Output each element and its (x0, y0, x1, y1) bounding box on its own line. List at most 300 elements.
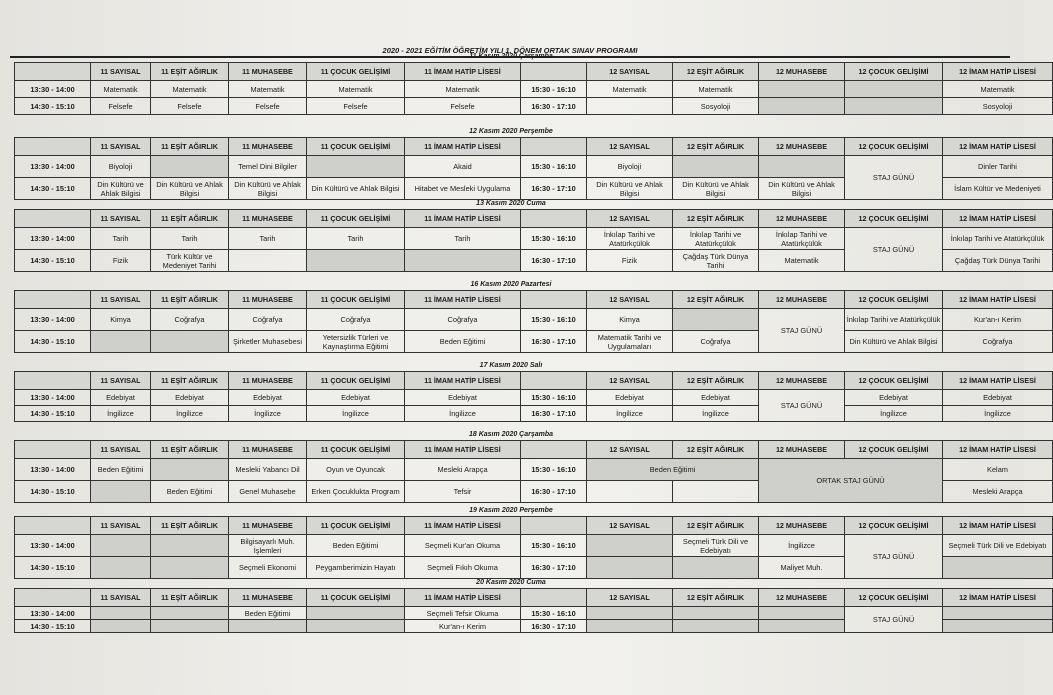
column-header: 12 İMAM HATİP LİSESİ (943, 372, 1053, 390)
exam-cell: Tefsir (405, 481, 521, 503)
exam-cell: Felsefe (307, 98, 405, 115)
day-schedule-table (14, 290, 1053, 353)
second-time-slot-cell: 16:30 - 17:10 (521, 620, 587, 633)
exam-cell: İnkılap Tarihi ve Atatürkçülük (673, 228, 759, 250)
day-schedule-table (14, 588, 1053, 633)
exam-cell: Coğrafya (151, 309, 229, 331)
time-slot-cell: 14:30 - 15:10 (15, 178, 91, 200)
day-date-caption: 20 Kasım 2020 Cuma (476, 579, 546, 586)
corner-cell (15, 138, 91, 156)
column-header: 11 MUHASEBE (229, 210, 307, 228)
exam-cell: Şirketler Muhasebesi (229, 331, 307, 353)
exam-cell: Edebiyat (673, 390, 759, 406)
exam-cell: Edebiyat (405, 390, 521, 406)
exam-cell: İngilizce (229, 406, 307, 422)
table-row (15, 406, 1053, 422)
corner-cell (15, 441, 91, 459)
column-header: 11 SAYISAL (91, 138, 151, 156)
second-time-slot-cell: 15:30 - 16:10 (521, 81, 587, 98)
column-header: 12 MUHASEBE (759, 589, 845, 607)
exam-cell: Beden Eğitimi (587, 459, 759, 481)
exam-cell (587, 481, 673, 503)
column-header: 11 MUHASEBE (229, 441, 307, 459)
exam-cell: Beden Eğitimi (307, 535, 405, 557)
time-slot-cell: 14:30 - 15:10 (15, 406, 91, 422)
exam-cell: STAJ GÜNÜ (845, 607, 943, 633)
exam-cell (151, 607, 229, 620)
column-header: 12 İMAM HATİP LİSESİ (943, 138, 1053, 156)
exam-cell: Erken Çocuklukta Program (307, 481, 405, 503)
second-time-slot-cell: 16:30 - 17:10 (521, 98, 587, 115)
column-header: 12 SAYISAL (587, 441, 673, 459)
page-title: 2020 - 2021 EĞİTİM ÖĞRETİM YILI 1. DÖNEM ORTAK SINAV PROGRAMI (10, 46, 1010, 58)
exam-cell (91, 535, 151, 557)
exam-cell: Seçmeli Kur'an Okuma (405, 535, 521, 557)
day-date-caption: 16 Kasım 2020 Pazartesi (470, 281, 552, 288)
exam-cell (759, 607, 845, 620)
exam-cell: Temel Dini Bilgiler (229, 156, 307, 178)
exam-cell (943, 620, 1053, 633)
exam-cell (307, 607, 405, 620)
exam-cell: Kelam (943, 459, 1053, 481)
exam-cell: Din Kültürü ve Ahlak Bilgisi (307, 178, 405, 200)
column-header: 11 SAYISAL (91, 291, 151, 309)
exam-cell: Edebiyat (307, 390, 405, 406)
exam-cell (673, 607, 759, 620)
exam-cell: İngilizce (587, 406, 673, 422)
exam-cell: Edebiyat (845, 390, 943, 406)
exam-cell: Sosyoloji (943, 98, 1053, 115)
column-header: 12 SAYISAL (587, 63, 673, 81)
column-header: 12 ÇOCUK GELİŞİMİ (845, 372, 943, 390)
exam-cell (673, 309, 759, 331)
exam-cell: Seçmeli Fıkıh Okuma (405, 557, 521, 579)
exam-cell: Biyoloji (91, 156, 151, 178)
exam-cell (587, 620, 673, 633)
exam-cell: Kur'an-ı Kerim (405, 620, 521, 633)
table-row (15, 81, 1053, 98)
corner-cell (15, 589, 91, 607)
exam-cell: Türk Kültür ve Medeniyet Tarihi (151, 250, 229, 272)
exam-cell: Seçmeli Türk Dili ve Edebiyatı (673, 535, 759, 557)
exam-cell (587, 607, 673, 620)
exam-cell: Coğrafya (673, 331, 759, 353)
column-header: 12 SAYISAL (587, 517, 673, 535)
exam-cell: Çağdaş Türk Dünya Tarihi (943, 250, 1053, 272)
second-time-slot-cell: 16:30 - 17:10 (521, 178, 587, 200)
column-header: 12 İMAM HATİP LİSESİ (943, 210, 1053, 228)
time-slot-cell: 13:30 - 14:00 (15, 228, 91, 250)
column-header: 11 ÇOCUK GELİŞİMİ (307, 589, 405, 607)
time-slot-cell: 13:30 - 14:00 (15, 459, 91, 481)
column-header (521, 589, 587, 607)
column-header: 11 SAYISAL (91, 372, 151, 390)
time-slot-cell: 13:30 - 14:00 (15, 607, 91, 620)
second-time-slot-cell: 16:30 - 17:10 (521, 331, 587, 353)
column-header: 12 ÇOCUK GELİŞİMİ (845, 291, 943, 309)
table-row (15, 309, 1053, 331)
exam-cell: Çağdaş Türk Dünya Tarihi (673, 250, 759, 272)
exam-cell (151, 620, 229, 633)
column-header: 11 SAYISAL (91, 441, 151, 459)
exam-cell: Tarih (229, 228, 307, 250)
day-schedule-table (14, 440, 1053, 503)
exam-cell: Matematik Tarihi ve Uygulamaları (587, 331, 673, 353)
time-slot-cell: 13:30 - 14:00 (15, 390, 91, 406)
exam-cell (151, 156, 229, 178)
column-header (521, 517, 587, 535)
exam-cell: Kimya (587, 309, 673, 331)
exam-cell: Kimya (91, 309, 151, 331)
column-header: 12 EŞİT AĞIRLIK (673, 291, 759, 309)
column-header: 11 ÇOCUK GELİŞİMİ (307, 517, 405, 535)
day-schedule-table (14, 137, 1053, 200)
exam-cell: Felsefe (151, 98, 229, 115)
exam-cell: Matematik (229, 81, 307, 98)
exam-cell: Matematik (587, 81, 673, 98)
column-header: 11 İMAM HATİP LİSESİ (405, 63, 521, 81)
exam-cell (673, 557, 759, 579)
column-header: 12 SAYISAL (587, 138, 673, 156)
time-slot-cell: 13:30 - 14:00 (15, 309, 91, 331)
exam-cell: Tarih (307, 228, 405, 250)
header-row (15, 372, 1053, 390)
corner-cell (15, 517, 91, 535)
column-header: 11 EŞİT AĞIRLIK (151, 210, 229, 228)
exam-cell: Edebiyat (943, 390, 1053, 406)
column-header: 12 EŞİT AĞIRLIK (673, 589, 759, 607)
column-header: 11 SAYISAL (91, 517, 151, 535)
day-schedule-table (14, 371, 1053, 422)
second-time-slot-cell: 15:30 - 16:10 (521, 390, 587, 406)
column-header (521, 441, 587, 459)
exam-cell: Beden Eğitimi (91, 459, 151, 481)
column-header: 11 MUHASEBE (229, 589, 307, 607)
time-slot-cell: 14:30 - 15:10 (15, 250, 91, 272)
exam-cell: Felsefe (91, 98, 151, 115)
column-header: 12 ÇOCUK GELİŞİMİ (845, 210, 943, 228)
exam-cell: STAJ GÜNÜ (759, 390, 845, 422)
column-header: 11 MUHASEBE (229, 63, 307, 81)
column-header: 12 İMAM HATİP LİSESİ (943, 291, 1053, 309)
exam-cell (673, 620, 759, 633)
exam-cell: İslam Kültür ve Medeniyeti (943, 178, 1053, 200)
column-header: 11 MUHASEBE (229, 372, 307, 390)
column-header: 12 MUHASEBE (759, 291, 845, 309)
column-header: 11 ÇOCUK GELİŞİMİ (307, 63, 405, 81)
time-slot-cell: 14:30 - 15:10 (15, 98, 91, 115)
day-schedule-table (14, 209, 1053, 272)
column-header: 11 EŞİT AĞIRLIK (151, 291, 229, 309)
exam-cell (673, 156, 759, 178)
exam-cell (943, 557, 1053, 579)
column-header: 11 EŞİT AĞIRLIK (151, 138, 229, 156)
second-time-slot-cell: 15:30 - 16:10 (521, 459, 587, 481)
exam-cell: İngilizce (405, 406, 521, 422)
exam-cell: Seçmeli Türk Dili ve Edebiyatı (943, 535, 1053, 557)
day-date-caption: 19 Kasım 2020 Perşembe (469, 507, 553, 514)
exam-cell (845, 81, 943, 98)
exam-cell: Edebiyat (229, 390, 307, 406)
column-header: 12 MUHASEBE (759, 441, 845, 459)
column-header: 12 EŞİT AĞIRLIK (673, 63, 759, 81)
table-row (15, 228, 1053, 250)
exam-cell: İnkılap Tarihi ve Atatürkçülük (587, 228, 673, 250)
exam-cell: Matematik (759, 250, 845, 272)
exam-cell: STAJ GÜNÜ (845, 535, 943, 579)
exam-cell (151, 557, 229, 579)
exam-cell: Yetersizlik Türleri ve Kaynaştırma Eğitimi (307, 331, 405, 353)
column-header: 12 İMAM HATİP LİSESİ (943, 63, 1053, 81)
column-header (521, 372, 587, 390)
exam-cell: Fizik (587, 250, 673, 272)
day-date-caption: 11 Kasım 2020 Çarşamba (469, 53, 553, 60)
exam-cell: Coğrafya (229, 309, 307, 331)
exam-cell: İngilizce (307, 406, 405, 422)
exam-cell (587, 557, 673, 579)
second-time-slot-cell: 15:30 - 16:10 (521, 156, 587, 178)
exam-cell: Matematik (943, 81, 1053, 98)
exam-cell: Seçmeli Tefsir Okuma (405, 607, 521, 620)
column-header: 12 MUHASEBE (759, 517, 845, 535)
column-header: 11 ÇOCUK GELİŞİMİ (307, 138, 405, 156)
exam-cell (759, 620, 845, 633)
second-time-slot-cell: 15:30 - 16:10 (521, 309, 587, 331)
column-header: 11 ÇOCUK GELİŞİMİ (307, 210, 405, 228)
corner-cell (15, 372, 91, 390)
column-header: 12 MUHASEBE (759, 63, 845, 81)
exam-cell (91, 620, 151, 633)
table-row (15, 607, 1053, 620)
column-header: 11 SAYISAL (91, 589, 151, 607)
header-row (15, 210, 1053, 228)
column-header: 12 ÇOCUK GELİŞİMİ (845, 63, 943, 81)
exam-cell (91, 331, 151, 353)
exam-cell (405, 250, 521, 272)
header-row (15, 441, 1053, 459)
exam-cell: Tarih (91, 228, 151, 250)
second-time-slot-cell: 15:30 - 16:10 (521, 228, 587, 250)
exam-cell: Hitabet ve Mesleki Uygulama (405, 178, 521, 200)
column-header: 12 İMAM HATİP LİSESİ (943, 589, 1053, 607)
second-time-slot-cell: 16:30 - 17:10 (521, 250, 587, 272)
exam-cell: Din Kültürü ve Ahlak Bilgisi (151, 178, 229, 200)
exam-cell: Din Kültürü ve Ahlak Bilgisi (759, 178, 845, 200)
column-header (521, 291, 587, 309)
exam-cell: İngilizce (845, 406, 943, 422)
time-slot-cell: 13:30 - 14:00 (15, 81, 91, 98)
second-time-slot-cell: 15:30 - 16:10 (521, 607, 587, 620)
exam-cell: Matematik (307, 81, 405, 98)
exam-cell (307, 250, 405, 272)
day-schedule-table (14, 516, 1053, 579)
column-header: 12 EŞİT AĞIRLIK (673, 372, 759, 390)
exam-cell (759, 81, 845, 98)
exam-cell (307, 620, 405, 633)
table-row (15, 98, 1053, 115)
column-header: 11 ÇOCUK GELİŞİMİ (307, 441, 405, 459)
column-header: 12 ÇOCUK GELİŞİMİ (845, 441, 943, 459)
second-time-slot-cell: 16:30 - 17:10 (521, 557, 587, 579)
exam-cell: Mesleki Yabancı Dil (229, 459, 307, 481)
column-header: 11 İMAM HATİP LİSESİ (405, 372, 521, 390)
time-slot-cell: 13:30 - 14:00 (15, 156, 91, 178)
column-header: 12 İMAM HATİP LİSESİ (943, 441, 1053, 459)
exam-cell: İnkılap Tarihi ve Atatürkçülük (845, 309, 943, 331)
exam-cell (587, 535, 673, 557)
exam-cell: Dinler Tarihi (943, 156, 1053, 178)
column-header: 12 MUHASEBE (759, 138, 845, 156)
day-date-caption: 13 Kasım 2020 Cuma (476, 200, 546, 207)
header-row (15, 138, 1053, 156)
exam-cell: Seçmeli Ekonomi (229, 557, 307, 579)
exam-cell: İngilizce (91, 406, 151, 422)
exam-cell: Din Kültürü ve Ahlak Bilgisi (845, 331, 943, 353)
exam-cell: Coğrafya (405, 309, 521, 331)
exam-cell: Beden Eğitimi (405, 331, 521, 353)
exam-cell: Edebiyat (151, 390, 229, 406)
exam-cell (845, 98, 943, 115)
exam-cell: Akaid (405, 156, 521, 178)
day-date-caption: 17 Kasım 2020 Salı (479, 362, 543, 369)
exam-cell: Felsefe (405, 98, 521, 115)
exam-cell: İngilizce (943, 406, 1053, 422)
column-header: 11 MUHASEBE (229, 291, 307, 309)
column-header: 11 İMAM HATİP LİSESİ (405, 210, 521, 228)
exam-cell: İngilizce (759, 535, 845, 557)
column-header: 12 SAYISAL (587, 210, 673, 228)
time-slot-cell: 14:30 - 15:10 (15, 620, 91, 633)
exam-cell (943, 607, 1053, 620)
exam-cell: Felsefe (229, 98, 307, 115)
column-header: 12 İMAM HATİP LİSESİ (943, 517, 1053, 535)
exam-cell: İnkılap Tarihi ve Atatürkçülük (943, 228, 1053, 250)
exam-cell: Peygamberimizin Hayatı (307, 557, 405, 579)
column-header: 11 EŞİT AĞIRLIK (151, 441, 229, 459)
column-header: 12 ÇOCUK GELİŞİMİ (845, 589, 943, 607)
corner-cell (15, 210, 91, 228)
day-date-caption: 18 Kasım 2020 Çarşamba (468, 431, 554, 438)
column-header: 11 MUHASEBE (229, 138, 307, 156)
exam-cell (151, 459, 229, 481)
exam-cell: STAJ GÜNÜ (845, 228, 943, 272)
exam-cell (91, 557, 151, 579)
column-header (521, 138, 587, 156)
exam-cell (151, 535, 229, 557)
exam-cell: Sosyoloji (673, 98, 759, 115)
exam-cell: Genel Muhasebe (229, 481, 307, 503)
corner-cell (15, 291, 91, 309)
exam-cell: Din Kültürü ve Ahlak Bilgisi (229, 178, 307, 200)
column-header: 12 ÇOCUK GELİŞİMİ (845, 138, 943, 156)
second-time-slot-cell: 15:30 - 16:10 (521, 535, 587, 557)
exam-cell: Matematik (151, 81, 229, 98)
column-header: 11 EŞİT AĞIRLIK (151, 517, 229, 535)
exam-cell: Coğrafya (943, 331, 1053, 353)
exam-cell: Edebiyat (587, 390, 673, 406)
time-slot-cell: 13:30 - 14:00 (15, 535, 91, 557)
exam-cell (759, 156, 845, 178)
exam-cell: Tarih (405, 228, 521, 250)
column-header: 11 İMAM HATİP LİSESİ (405, 138, 521, 156)
column-header: 11 SAYISAL (91, 210, 151, 228)
exam-cell: Din Kültürü ve Ahlak Bilgisi (91, 178, 151, 200)
exam-cell: Biyoloji (587, 156, 673, 178)
time-slot-cell: 14:30 - 15:10 (15, 481, 91, 503)
column-header: 12 SAYISAL (587, 372, 673, 390)
exam-cell: Mesleki Arapça (405, 459, 521, 481)
exam-cell: Oyun ve Oyuncak (307, 459, 405, 481)
column-header: 11 İMAM HATİP LİSESİ (405, 291, 521, 309)
column-header: 11 İMAM HATİP LİSESİ (405, 589, 521, 607)
time-slot-cell: 14:30 - 15:10 (15, 331, 91, 353)
exam-cell: STAJ GÜNÜ (845, 156, 943, 200)
table-row (15, 535, 1053, 557)
exam-cell: Edebiyat (91, 390, 151, 406)
exam-cell: Maliyet Muh. (759, 557, 845, 579)
exam-cell: Din Kültürü ve Ahlak Bilgisi (673, 178, 759, 200)
column-header: 12 SAYISAL (587, 589, 673, 607)
column-header (521, 63, 587, 81)
column-header: 12 EŞİT AĞIRLIK (673, 138, 759, 156)
header-row (15, 291, 1053, 309)
column-header: 12 MUHASEBE (759, 372, 845, 390)
exam-cell (91, 607, 151, 620)
column-header: 11 EŞİT AĞIRLIK (151, 589, 229, 607)
exam-cell (587, 98, 673, 115)
exam-cell (673, 481, 759, 503)
column-header: 12 EŞİT AĞIRLIK (673, 441, 759, 459)
second-time-slot-cell: 16:30 - 17:10 (521, 481, 587, 503)
header-row (15, 63, 1053, 81)
column-header: 12 EŞİT AĞIRLIK (673, 210, 759, 228)
exam-cell (759, 98, 845, 115)
exam-cell: Matematik (91, 81, 151, 98)
column-header: 11 EŞİT AĞIRLIK (151, 63, 229, 81)
column-header: 12 EŞİT AĞIRLIK (673, 517, 759, 535)
exam-cell: Kur'an-ı Kerim (943, 309, 1053, 331)
exam-cell (229, 620, 307, 633)
exam-cell: Beden Eğitimi (151, 481, 229, 503)
column-header: 11 İMAM HATİP LİSESİ (405, 441, 521, 459)
corner-cell (15, 63, 91, 81)
table-row (15, 331, 1053, 353)
time-slot-cell: 14:30 - 15:10 (15, 557, 91, 579)
header-row (15, 517, 1053, 535)
column-header: 11 İMAM HATİP LİSESİ (405, 517, 521, 535)
column-header: 11 ÇOCUK GELİŞİMİ (307, 372, 405, 390)
day-schedule-table (14, 62, 1053, 115)
exam-cell: Fizik (91, 250, 151, 272)
exam-cell: Matematik (405, 81, 521, 98)
exam-cell (151, 331, 229, 353)
exam-cell: İngilizce (151, 406, 229, 422)
exam-cell (91, 481, 151, 503)
column-header: 11 ÇOCUK GELİŞİMİ (307, 291, 405, 309)
day-date-caption: 12 Kasım 2020 Perşembe (469, 128, 553, 135)
exam-cell: Din Kültürü ve Ahlak Bilgisi (587, 178, 673, 200)
exam-cell: Bilgisayarlı Muh. İşlemleri (229, 535, 307, 557)
exam-cell: İnkılap Tarihi ve Atatürkçülük (759, 228, 845, 250)
column-header: 12 SAYISAL (587, 291, 673, 309)
exam-cell: Mesleki Arapça (943, 481, 1053, 503)
exam-cell: Coğrafya (307, 309, 405, 331)
column-header: 12 MUHASEBE (759, 210, 845, 228)
table-row (15, 390, 1053, 406)
exam-cell: Matematik (673, 81, 759, 98)
column-header: 12 ÇOCUK GELİŞİMİ (845, 517, 943, 535)
exam-cell: İngilizce (673, 406, 759, 422)
